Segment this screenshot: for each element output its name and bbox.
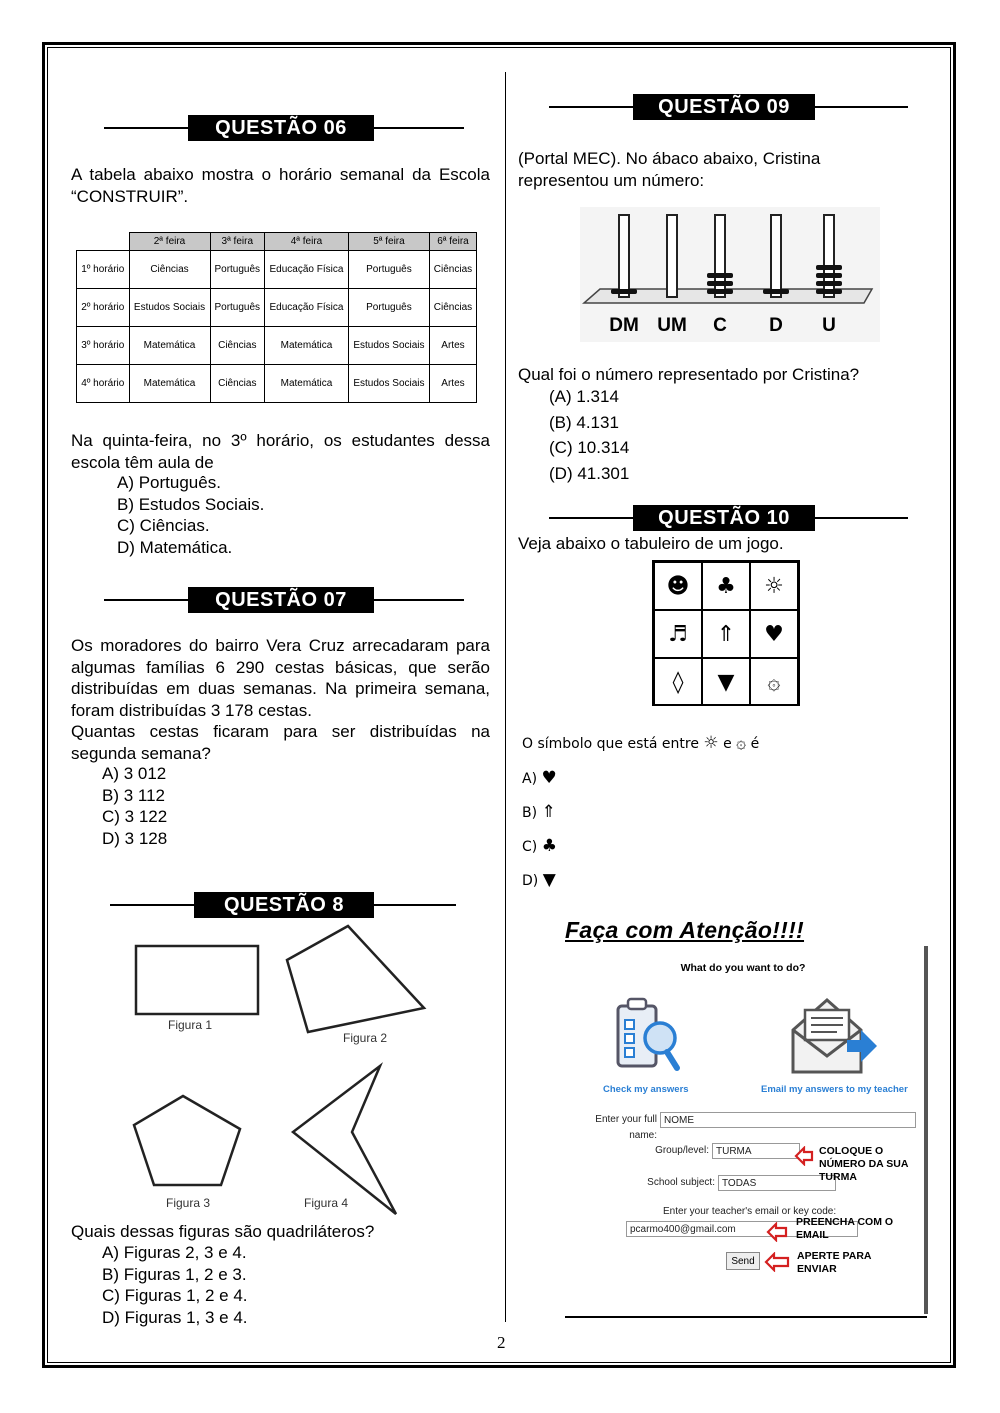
q07-option-d: D) 3 128 [102,828,168,848]
sun-symbol-icon: ☼ [703,733,719,753]
figure-3-label: Figura 3 [166,1196,211,1210]
q09-header [549,94,908,120]
group-note: COLOQUE O NÚMERO DA SUA TURMA [819,1145,909,1183]
abacus-label: D [769,315,783,336]
q09-option-b: (B) 4.131 [549,412,619,432]
send-button[interactable]: Send [726,1252,760,1270]
table-cell: Matemática [265,365,349,403]
table-row-label: 1º horário [77,251,130,289]
q07-title: QUESTÃO 07 [188,587,374,613]
q10-option-d [522,870,557,904]
table-cell: Estudos Sociais [348,327,429,365]
subject-input[interactable]: TODAS [718,1175,836,1191]
q08-option-c: C) Figuras 1, 2 e 4. [102,1286,248,1305]
table-cell: Artes [429,327,476,365]
table-cell: Matemática [129,365,210,403]
teacher-email-input[interactable]: pcarmo400@gmail.com [626,1221,858,1237]
table-cell: Português [348,251,429,289]
q10-option-a [522,768,557,802]
table-cell: Estudos Sociais [348,365,429,403]
q10-title: QUESTÃO 10 [633,505,815,531]
abacus-label: DM [609,315,639,336]
board-cell: ▼ [702,658,750,706]
table-row [77,289,477,327]
check-answers-button[interactable] [605,994,695,1078]
panel-bottom-rule [565,1316,927,1318]
figure-3-pentagon [134,1096,240,1185]
option-letter: C) [522,839,538,855]
table-row [77,327,477,365]
q07-header [104,587,464,613]
table-row-label: 3º horário [77,327,130,365]
figure-2-label: Figura 2 [343,1031,388,1045]
panel-question: What do you want to do? [680,962,806,974]
table-cell: Ciências [429,251,476,289]
teacher-note: PREENCHA COM O EMAIL [796,1216,894,1241]
q06-option-a: A) Português. [117,473,221,492]
q09-option-a: (A) 1.314 [549,387,619,406]
q10-question-mid: e [723,736,732,752]
figure-2-quadrilateral [287,926,424,1032]
table-header-day: 2ª feira [129,233,210,251]
q10-question [522,733,759,754]
board-cell: ⇑ [702,610,750,658]
abacus-label: C [713,315,727,336]
q10-option-b [522,802,557,836]
table-header-day: 3ª feira [210,233,265,251]
q06-header [104,115,464,141]
q08-title: QUESTÃO 8 [194,892,374,918]
board-cell: ◊ [654,658,702,706]
up-arrow-icon: ⇑ [541,802,556,822]
table-cell: Educação Física [265,289,349,327]
table-corner [77,233,130,251]
gear-symbol-icon: ۞ [736,733,747,753]
q06-option-b: B) Estudos Sociais. [117,494,265,514]
abacus-bead [816,281,842,286]
table-row-label: 2º horário [77,289,130,327]
abacus-label: U [822,315,836,336]
q09-option-c: (C) 10.314 [549,438,630,457]
board-cell: ☻ [654,562,702,610]
q10-question-pre: O símbolo que está entre [522,736,699,752]
q07-question: Quantas cestas ficaram para ser distribuídas na segunda semana? [71,722,490,763]
q06-option-c: C) Ciências. [117,516,210,535]
name-label: Enter your full name: [595,1114,657,1141]
table-cell: Ciências [210,327,265,365]
abacus-bead [763,289,789,294]
q07-option-b: B) 3 112 [102,785,166,805]
table-cell: Matemática [265,327,349,365]
subject-label: School subject: [647,1177,715,1188]
down-triangle-icon: ▼ [542,870,556,890]
option-letter: B) [522,805,538,821]
abacus-bead [816,273,842,278]
abacus-bead [611,289,637,294]
table-cell: Português [210,251,265,289]
arrow-left-icon [766,1222,788,1242]
email-envelope-icon [787,994,879,1078]
option-letter: D) [522,873,539,889]
arrow-left-icon [794,1146,814,1166]
figure-4-label: Figura 4 [304,1196,349,1210]
q06-question: Na quinta-feira, no 3º horário, os estudantes dessa escola têm aula de [71,431,490,472]
table-header-day: 4ª feira [265,233,349,251]
q10-intro: Veja abaixo o tabuleiro de um jogo. [518,534,784,553]
table-cell: Matemática [129,327,210,365]
q07-option-a: A) 3 012 [102,764,167,783]
q10-question-post: é [750,736,760,752]
q08-header [110,892,456,918]
page-number: 2 [497,1333,506,1352]
table-cell: Português [210,289,265,327]
q08-option-a: A) Figuras 2, 3 e 4. [102,1243,247,1262]
table-cell: Ciências [210,365,265,403]
abacus-rod [771,215,781,297]
q08-option-b: B) Figuras 1, 2 e 3. [102,1264,247,1284]
board-cell: ۞ [750,658,798,706]
q06-intro: A tabela abaixo mostra o horário semanal da Escola “CONSTRUIR”. [71,165,490,206]
q07-text: Os moradores do bairro Vera Cruz arrecadaram para algumas famílias 6 290 cestas básicas, que serão distribuídas em duas semanas. Na primeira semana, foram distribuídas 3 178 cestas. [71,636,490,720]
teacher-label: Enter your teacher's email or key code: [663,1206,837,1217]
abacus [580,207,880,342]
check-answers-label[interactable]: Check my answers [603,1084,689,1095]
q08-option-d: D) Figuras 1, 3 e 4. [102,1307,248,1327]
heart-icon: ♥ [541,768,557,788]
q07-options [102,763,167,849]
q08-options [102,1242,248,1328]
send-note: APERTE PARA ENVIAR [797,1250,872,1275]
board-cell: ♣ [702,562,750,610]
table-cell: Português [348,289,429,327]
board-cell: ♥ [750,610,798,658]
q06-options [117,472,264,558]
column-divider [505,72,506,1322]
table-cell: Estudos Sociais [129,289,210,327]
q10-option-c [522,836,557,870]
abacus-bead [816,289,842,294]
abacus-bead [816,265,842,270]
q09-option-d: (D) 41.301 [549,463,630,483]
email-answers-button[interactable] [787,994,879,1078]
q06-title: QUESTÃO 06 [188,115,374,141]
q10-options [522,768,557,904]
group-label: Group/level: [655,1145,709,1156]
club-icon: ♣ [541,836,557,856]
abacus-rod [667,215,677,297]
table-cell: Ciências [429,289,476,327]
attention-heading: Faça com Atenção!!!! [565,917,805,943]
table-cell: Artes [429,365,476,403]
schedule-table-wrap [76,232,477,403]
group-input[interactable]: TURMA [712,1143,800,1159]
abacus-bead [707,289,733,294]
table-row [77,251,477,289]
abacus-label: UM [657,315,687,336]
q06-option-d: D) Matemática. [117,537,233,557]
table-row-label: 4º horário [77,365,130,403]
q09-question: Qual foi o número representado por Cristina? [518,365,860,384]
abacus-rod [619,215,629,297]
check-clipboard-icon [605,994,695,1078]
table-row [77,365,477,403]
schedule-table [76,232,477,403]
table-header-day: 6ª feira [429,233,476,251]
q08-question: Quais dessas figuras são quadriláteros? [71,1222,375,1241]
name-input[interactable]: NOME [660,1112,916,1128]
arrow-left-icon [764,1252,790,1272]
abacus-bead [707,281,733,286]
option-letter: A) [522,771,538,787]
q10-header [549,505,908,531]
board-cell: ☼ [750,562,798,610]
game-board [652,560,800,706]
abacus-bead [707,273,733,278]
q09-options [549,384,629,486]
q09-title: QUESTÃO 09 [633,94,815,120]
email-answers-label[interactable]: Email my answers to my teacher [761,1084,908,1095]
q08-figures [120,920,440,1220]
q07-option-c: C) 3 122 [102,807,168,826]
table-cell: Ciências [129,251,210,289]
figure-1-label: Figura 1 [168,1018,213,1032]
q09-intro: (Portal MEC). No ábaco abaixo, Cristina representou um número: [518,149,821,190]
figure-1-rectangle [136,946,258,1014]
table-header-day: 5ª feira [348,233,429,251]
table-cell: Educação Física [265,251,349,289]
figure-4-arrowhead [293,1066,396,1214]
board-cell: ♬ [654,610,702,658]
